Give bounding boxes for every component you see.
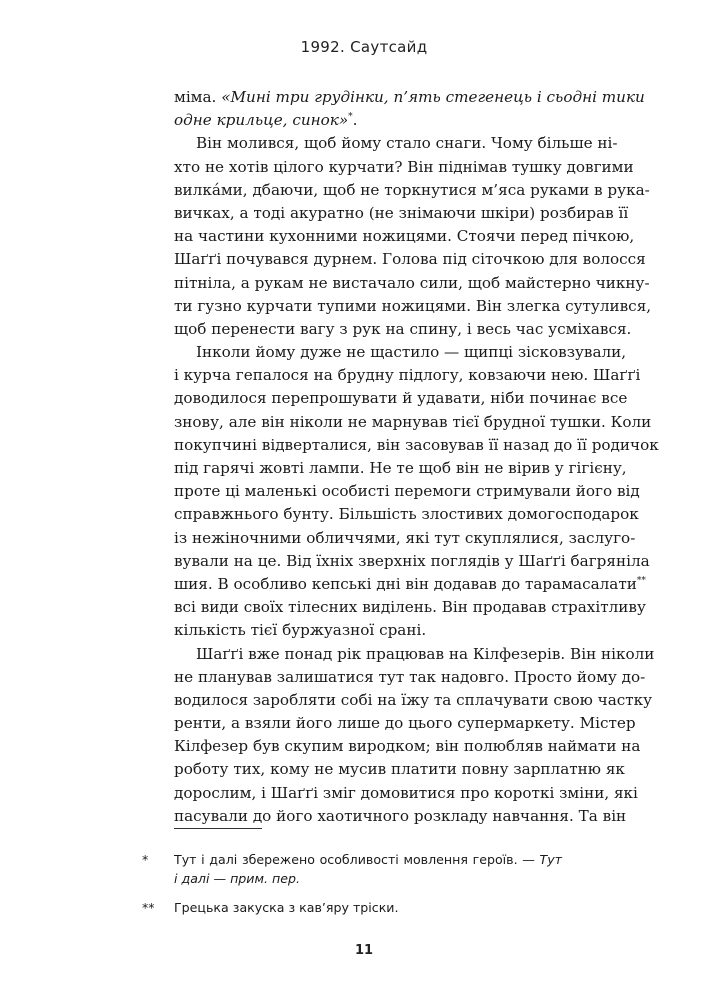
- running-header: 1992. Саутсайд: [300, 38, 428, 56]
- footnote-ref: *: [348, 112, 353, 123]
- text-line: вичках, а тоді акуратно (не знімаючи шкіри) розбирав її: [174, 203, 629, 222]
- footnote: [138, 850, 562, 888]
- footnote-mark: **: [142, 900, 155, 915]
- text-line: вилка́ми, дбаючи, щоб не торкнутися м’яса руками в рука-: [174, 180, 650, 199]
- text-line: і курча гепалося на брудну підлогу, ковзаючи нею. Шаґґі: [174, 366, 641, 385]
- text-line: справжнього бунту. Більшість злостивих домогосподарок: [174, 505, 639, 524]
- text-line: на частини кухонними ножицями. Стоячи перед пічкою,: [174, 227, 635, 246]
- footnote-ref: **: [636, 575, 646, 586]
- text-line: пітніла, а рукам не вистачало сили, щоб майстерно чикну-: [174, 273, 650, 292]
- text-line: одне крильце, синок»*.: [174, 111, 358, 130]
- text-line: щоб перенести вагу з рук на спину, і весь час усміхався.: [174, 319, 632, 338]
- text-line: кількість тієї буржуазної срані.: [174, 621, 427, 640]
- footnotes: [138, 850, 562, 927]
- footnote-mark: *: [142, 852, 149, 867]
- text-line: Він молився, щоб йому стало снаги. Чому більше ні-: [196, 134, 618, 153]
- text-line: доводилося перепрошувати й удавати, ніби починає все: [174, 389, 628, 408]
- text-line: всі види своїх тілесних виділень. Він продавав страхітливу: [174, 598, 646, 617]
- body-text: [174, 86, 659, 828]
- footnote-divider: [174, 828, 262, 829]
- text-line: роботу тих, кому не мусив платити повну зарплатню як: [174, 760, 625, 779]
- footnote-line: Грецька закуска з кав’яру тріски.: [174, 900, 399, 915]
- text-line: шия. В особливо кепські дні він додавав до тарамасалати**: [174, 574, 646, 593]
- text-line: вували на це. Від їхніх зверхніх поглядів у Шаґґі багряніла: [174, 551, 650, 570]
- text-line: Шаґґі почувався дурнем. Голова під сіточкою для волосся: [174, 250, 646, 269]
- footnote-line: і далі — прим. пер.: [174, 871, 300, 886]
- text-line: дорослим, і Шаґґі зміг домовитися про короткі зміни, які: [174, 783, 638, 802]
- text-line: водилося заробляти собі на їжу та сплачувати свою частку: [174, 690, 653, 709]
- text-line: під гарячі жовті лампи. Не те щоб він не вірив у гігієну,: [174, 459, 627, 477]
- text-line: міма. «Мині три грудінки, п’ять стегенець і сьодні тики: [174, 88, 645, 106]
- text-line: не планував залишатися тут так надовго. Просто йому до-: [174, 667, 646, 686]
- text-line: Кілфезер був скупим виродком; він полюбляв наймати на: [174, 737, 641, 756]
- text-line: пасували до його хаотичного розкладу навчання. Та він: [174, 806, 627, 825]
- text-line: проте ці маленькі особисті перемоги стримували його від: [174, 482, 640, 501]
- page-number: 11: [354, 943, 374, 958]
- footnote-line: Тут і далі збережено особливості мовлення героїв. — Тут: [174, 852, 562, 867]
- footnote: [138, 898, 562, 917]
- text-line: Інколи йому дуже не щастило — щипці зісковзували,: [196, 343, 627, 362]
- text-line: покупчині відверталися, він засовував її назад до її родичок: [174, 435, 659, 454]
- text-line: ренти, а взяли його лише до цього супермаркету. Містер: [174, 714, 636, 733]
- text-line: Шаґґі вже понад рік працював на Кілфезерів. Він ніколи: [196, 644, 655, 663]
- text-line: знову, але він ніколи не марнував тієї брудної тушки. Коли: [174, 412, 652, 431]
- text-line: хто не хотів цілого курчати? Він піднімав тушку довгими: [174, 157, 634, 176]
- text-line: із нежіночними обличчями, які тут скуплялися, заслуго-: [174, 528, 636, 547]
- text-line: ти гузно курчати тупими ножицями. Він злегка сутулився,: [174, 296, 652, 315]
